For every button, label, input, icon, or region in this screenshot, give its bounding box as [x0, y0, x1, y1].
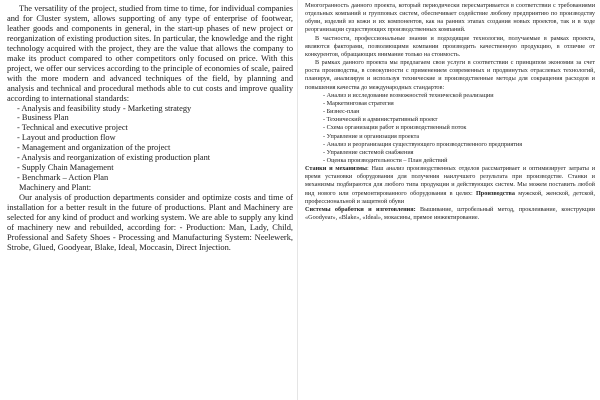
list-item: - Бизнес-план	[323, 108, 360, 116]
russian-column	[302, 0, 598, 400]
ru-production-label: Производства	[475, 189, 515, 197]
list-item: - Management and organization of the project	[17, 143, 171, 153]
list-item: - Supply Chain Management	[17, 163, 114, 173]
ru-systems-paragraph	[305, 206, 595, 222]
list-item: - Benchmark – Action Plan	[17, 173, 109, 183]
list-item: - Технический и административный проект	[323, 116, 438, 124]
ru-intro-paragraph: Многогранность данного проекта, который периодически пересматривается в соответствии с требованиями отдельных компаний и групповых систем, обеспечивает содействие любому предприятию по производству обуви, изделий из кожи и их компонентов, как на ранних этапах создания новых проектов, так и в ходе реорганизации существующих производственных компаний.	[305, 2, 595, 34]
list-item: - Схема организации работ и производственный поток	[323, 124, 467, 132]
ru-machines-heading: Станки и механизмы	[305, 165, 367, 173]
list-item: - Business Plan	[17, 113, 69, 123]
ru-machines-text: : Наш анализ производственных отделов рассматривает и оптимизирует затраты и время установки оборудования для получения наилучшего результата при производстве. Станки и механизмы подбираются для любого типа продукции и действующих систем. Мы можем поставить любой вид нового или отремонтированного оборудования в целях:	[305, 165, 596, 197]
machinery-paragraph: Our analysis of production departments consider and optimize costs and time of installation for a better result in the future of productions. Plant and Machinery are selected for any kind of product and working system. We are able to supply any kind of machinery new and rebuilded, according for: - Production: Man, Lady, Child, Professional and Safety Shoes - Processing and Manufacturing System: Neelewerk, Strobe, Glued, Goodyear, Blake, Ideal, Moccasin, Direct Injection.	[7, 193, 294, 252]
list-item: - Analysis and reorganization of existing production plant	[17, 153, 211, 163]
ru-systems-heading: Системы обработки и изготовления:	[305, 205, 416, 213]
list-item: - Управление и организация проекта	[323, 132, 420, 140]
ru-services-list	[305, 92, 595, 165]
ru-machines-paragraph	[305, 165, 595, 206]
ru-knowledge-paragraph: В частности, профессиональные знания и подходящие технологии, получаемые в рамках проекта, являются факторами, позволяющими компании производить качественную продукцию, в отличие от конкурентов, обращающих внимание только на стоимость.	[305, 34, 595, 58]
list-item: - Оценка производительности – План действий	[323, 156, 448, 164]
english-column	[2, 0, 298, 400]
ru-systems-text: Вышивание, штробельный метод, проклеивание, конструкции «Goodyear», «Blake», «Ideal», мокасины, прямое инжектирование.	[305, 205, 595, 222]
list-item: - Analysis and feasibility study - Marketing strategy	[17, 103, 192, 113]
list-item: - Technical and executive project	[17, 123, 128, 133]
ru-production-text: мужской, женской, детской, профессиональной и защитной обуви	[305, 189, 595, 205]
list-item: - Маркетинговая стратегия	[323, 99, 394, 107]
list-item: - Управление системой снабжения	[323, 148, 414, 156]
ru-services-paragraph: В рамках данного проекта мы предлагаем свои услуги в соответствии с принципом экономии за счет роста производства, в совокупности с применением современных и продвинутых отраслевых технологий, планируя, анализируя и используя технические и производственные методы для сокращения расходов и повышения качества до международных стандартов:	[305, 59, 595, 91]
list-item: - Layout and production flow	[17, 133, 116, 143]
intro-paragraph: The versatility of the project, studied from time to time, for individual companies and for Cluster system, allows supporting of any type of enterprise of footwear, leather goods and components in general, in the start-up phases of new project or reorganization of existing production sites. In particular, the knowledge and the right technology acquired with the project, they are the value that allows the company to make its product compared to other competitors only focused on price. With this project, we offer our services according to the principle of economies of scale, paired with the more modern and advanced techniques of the field, by planning and analysis and technical and procedural methods able to cut costs and improve quality according to international standards:	[7, 4, 294, 103]
list-item: - Анализ и исследование возможностей технической реализации	[323, 91, 494, 99]
services-list	[7, 104, 293, 184]
machinery-heading: Machinery and Plant:	[19, 183, 92, 193]
list-item: - Анализ и реорганизация существующего производственного предприятия	[323, 140, 523, 148]
